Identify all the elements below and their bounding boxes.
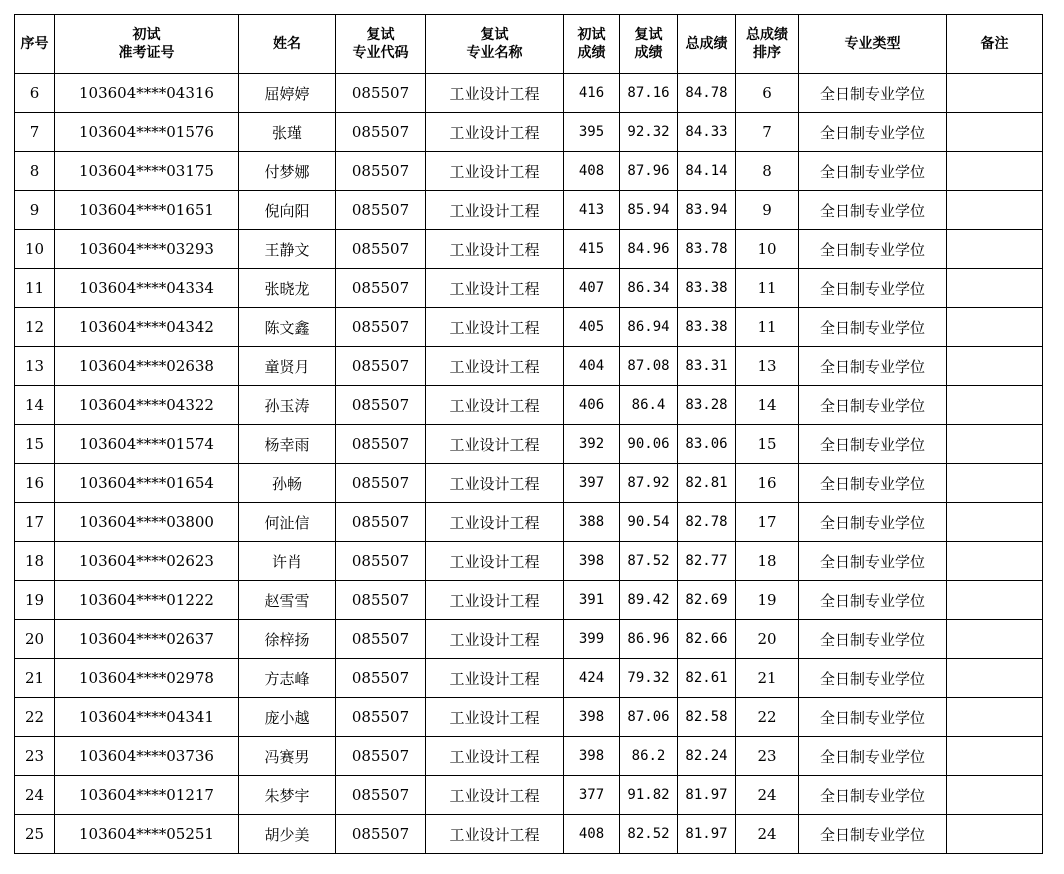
cell-remarks	[947, 191, 1043, 230]
column-header-exam-id	[55, 15, 239, 74]
cell-seq: 9	[15, 191, 55, 230]
cell-name: 胡少美	[239, 815, 336, 854]
cell-total-score: 81.97	[678, 776, 736, 815]
cell-major-name: 工业设计工程	[426, 503, 564, 542]
cell-program-type: 全日制专业学位	[799, 542, 947, 581]
cell-total-rank: 14	[736, 386, 799, 425]
column-header-label: 复试	[634, 27, 663, 43]
cell-initial-score: 398	[564, 737, 620, 776]
cell-exam-id: 103604****01651	[55, 191, 239, 230]
cell-seq: 22	[15, 698, 55, 737]
cell-name: 庞小越	[239, 698, 336, 737]
cell-major-name: 工业设计工程	[426, 815, 564, 854]
cell-remarks	[947, 113, 1043, 152]
cell-major-name: 工业设计工程	[426, 659, 564, 698]
table-row	[15, 425, 1043, 464]
cell-initial-score: 416	[564, 74, 620, 113]
column-header-label: 姓名	[273, 36, 301, 52]
cell-name: 徐梓扬	[239, 620, 336, 659]
cell-program-type: 全日制专业学位	[799, 698, 947, 737]
cell-major-name: 工业设计工程	[426, 74, 564, 113]
cell-total-score: 82.69	[678, 581, 736, 620]
cell-initial-score: 377	[564, 776, 620, 815]
column-header-label: 成绩	[634, 45, 663, 61]
cell-initial-score: 391	[564, 581, 620, 620]
cell-initial-score: 408	[564, 152, 620, 191]
column-header-label: 初试	[577, 27, 606, 43]
table-row	[15, 269, 1043, 308]
column-header-label: 复试	[480, 27, 509, 43]
cell-major-name: 工业设计工程	[426, 347, 564, 386]
column-header-major-name	[426, 15, 564, 74]
column-header-label: 序号	[20, 36, 49, 52]
cell-total-rank: 15	[736, 425, 799, 464]
cell-program-type: 全日制专业学位	[799, 74, 947, 113]
table-row	[15, 542, 1043, 581]
column-header-label: 总成绩	[746, 27, 788, 43]
cell-total-score: 83.94	[678, 191, 736, 230]
table-row	[15, 386, 1043, 425]
cell-remarks	[947, 74, 1043, 113]
table-row	[15, 659, 1043, 698]
column-header-label: 专业代码	[352, 45, 409, 61]
cell-program-type: 全日制专业学位	[799, 503, 947, 542]
cell-remarks	[947, 425, 1043, 464]
column-header-initial-score	[564, 15, 620, 74]
column-header-program-type	[799, 15, 947, 74]
header-row	[15, 15, 1043, 74]
cell-retest-score: 86.2	[620, 737, 678, 776]
cell-total-rank: 10	[736, 230, 799, 269]
table-row	[15, 74, 1043, 113]
cell-exam-id: 103604****02638	[55, 347, 239, 386]
cell-retest-score: 91.82	[620, 776, 678, 815]
cell-major-name: 工业设计工程	[426, 737, 564, 776]
cell-program-type: 全日制专业学位	[799, 386, 947, 425]
cell-total-score: 82.24	[678, 737, 736, 776]
cell-exam-id: 103604****02623	[55, 542, 239, 581]
cell-major-code: 085507	[336, 191, 426, 230]
cell-exam-id: 103604****01574	[55, 425, 239, 464]
cell-major-name: 工业设计工程	[426, 581, 564, 620]
cell-remarks	[947, 737, 1043, 776]
cell-program-type: 全日制专业学位	[799, 152, 947, 191]
column-header-label: 专业类型	[844, 36, 901, 52]
column-header-label: 备注	[980, 36, 1009, 52]
cell-total-rank: 16	[736, 464, 799, 503]
cell-total-score: 82.61	[678, 659, 736, 698]
cell-total-score: 84.33	[678, 113, 736, 152]
cell-program-type: 全日制专业学位	[799, 737, 947, 776]
cell-seq: 15	[15, 425, 55, 464]
cell-major-code: 085507	[336, 74, 426, 113]
cell-total-rank: 20	[736, 620, 799, 659]
cell-initial-score: 413	[564, 191, 620, 230]
cell-total-rank: 21	[736, 659, 799, 698]
cell-retest-score: 90.54	[620, 503, 678, 542]
cell-major-code: 085507	[336, 542, 426, 581]
cell-exam-id: 103604****01217	[55, 776, 239, 815]
cell-program-type: 全日制专业学位	[799, 659, 947, 698]
cell-name: 孙畅	[239, 464, 336, 503]
cell-major-name: 工业设计工程	[426, 152, 564, 191]
cell-seq: 23	[15, 737, 55, 776]
cell-exam-id: 103604****04342	[55, 308, 239, 347]
cell-program-type: 全日制专业学位	[799, 347, 947, 386]
table-row	[15, 698, 1043, 737]
cell-initial-score: 392	[564, 425, 620, 464]
cell-name: 何沚信	[239, 503, 336, 542]
cell-retest-score: 79.32	[620, 659, 678, 698]
cell-total-rank: 9	[736, 191, 799, 230]
cell-major-code: 085507	[336, 269, 426, 308]
cell-program-type: 全日制专业学位	[799, 269, 947, 308]
cell-exam-id: 103604****04341	[55, 698, 239, 737]
cell-total-rank: 6	[736, 74, 799, 113]
cell-retest-score: 92.32	[620, 113, 678, 152]
table-row	[15, 776, 1043, 815]
cell-retest-score: 85.94	[620, 191, 678, 230]
cell-total-rank: 18	[736, 542, 799, 581]
table-row	[15, 113, 1043, 152]
column-header-label: 复试	[366, 27, 395, 43]
cell-retest-score: 87.96	[620, 152, 678, 191]
cell-major-name: 工业设计工程	[426, 308, 564, 347]
table-row	[15, 308, 1043, 347]
cell-major-code: 085507	[336, 737, 426, 776]
column-header-major-code	[336, 15, 426, 74]
cell-major-code: 085507	[336, 776, 426, 815]
cell-retest-score: 87.16	[620, 74, 678, 113]
cell-major-code: 085507	[336, 113, 426, 152]
table-row	[15, 347, 1043, 386]
cell-seq: 20	[15, 620, 55, 659]
cell-exam-id: 103604****03800	[55, 503, 239, 542]
cell-seq: 19	[15, 581, 55, 620]
table-row	[15, 581, 1043, 620]
table-row	[15, 737, 1043, 776]
cell-major-code: 085507	[336, 659, 426, 698]
cell-remarks	[947, 503, 1043, 542]
cell-seq: 11	[15, 269, 55, 308]
cell-retest-score: 84.96	[620, 230, 678, 269]
cell-seq: 8	[15, 152, 55, 191]
cell-seq: 6	[15, 74, 55, 113]
table-row	[15, 191, 1043, 230]
cell-total-score: 82.58	[678, 698, 736, 737]
cell-seq: 24	[15, 776, 55, 815]
cell-initial-score: 406	[564, 386, 620, 425]
column-header-label: 成绩	[577, 45, 606, 61]
cell-major-code: 085507	[336, 815, 426, 854]
cell-major-name: 工业设计工程	[426, 776, 564, 815]
cell-total-score: 82.81	[678, 464, 736, 503]
cell-exam-id: 103604****01654	[55, 464, 239, 503]
cell-program-type: 全日制专业学位	[799, 776, 947, 815]
cell-name: 倪向阳	[239, 191, 336, 230]
cell-major-name: 工业设计工程	[426, 386, 564, 425]
cell-retest-score: 87.06	[620, 698, 678, 737]
cell-major-code: 085507	[336, 581, 426, 620]
cell-name: 冯赛男	[239, 737, 336, 776]
cell-exam-id: 103604****03293	[55, 230, 239, 269]
column-header-label: 排序	[753, 45, 781, 61]
cell-major-code: 085507	[336, 347, 426, 386]
cell-name: 方志峰	[239, 659, 336, 698]
cell-program-type: 全日制专业学位	[799, 815, 947, 854]
cell-remarks	[947, 581, 1043, 620]
cell-name: 张瑾	[239, 113, 336, 152]
cell-major-code: 085507	[336, 152, 426, 191]
cell-total-rank: 11	[736, 269, 799, 308]
cell-remarks	[947, 620, 1043, 659]
cell-seq: 10	[15, 230, 55, 269]
cell-name: 陈文鑫	[239, 308, 336, 347]
cell-exam-id: 103604****02637	[55, 620, 239, 659]
cell-name: 杨幸雨	[239, 425, 336, 464]
cell-major-code: 085507	[336, 503, 426, 542]
column-header-seq	[15, 15, 55, 74]
table-row	[15, 503, 1043, 542]
cell-initial-score: 405	[564, 308, 620, 347]
cell-total-rank: 17	[736, 503, 799, 542]
cell-name: 付梦娜	[239, 152, 336, 191]
table-row	[15, 152, 1043, 191]
score-table-sheet	[14, 14, 1043, 854]
table-body	[15, 74, 1043, 854]
cell-remarks	[947, 464, 1043, 503]
cell-major-code: 085507	[336, 464, 426, 503]
cell-major-name: 工业设计工程	[426, 269, 564, 308]
cell-total-score: 83.78	[678, 230, 736, 269]
cell-seq: 12	[15, 308, 55, 347]
cell-total-score: 84.78	[678, 74, 736, 113]
cell-retest-score: 82.52	[620, 815, 678, 854]
cell-seq: 18	[15, 542, 55, 581]
cell-total-score: 82.77	[678, 542, 736, 581]
cell-name: 朱梦宇	[239, 776, 336, 815]
cell-total-rank: 24	[736, 776, 799, 815]
cell-initial-score: 398	[564, 542, 620, 581]
cell-remarks	[947, 542, 1043, 581]
cell-major-code: 085507	[336, 698, 426, 737]
table-row	[15, 620, 1043, 659]
table-row	[15, 815, 1043, 854]
cell-total-rank: 13	[736, 347, 799, 386]
cell-exam-id: 103604****01576	[55, 113, 239, 152]
cell-remarks	[947, 698, 1043, 737]
cell-program-type: 全日制专业学位	[799, 425, 947, 464]
cell-seq: 13	[15, 347, 55, 386]
cell-total-score: 82.66	[678, 620, 736, 659]
cell-exam-id: 103604****03175	[55, 152, 239, 191]
cell-major-name: 工业设计工程	[426, 113, 564, 152]
cell-major-name: 工业设计工程	[426, 191, 564, 230]
cell-total-score: 83.06	[678, 425, 736, 464]
column-header-label: 总成绩	[685, 36, 728, 52]
cell-seq: 21	[15, 659, 55, 698]
cell-retest-score: 87.08	[620, 347, 678, 386]
cell-exam-id: 103604****04316	[55, 74, 239, 113]
column-header-total-rank	[736, 15, 799, 74]
cell-program-type: 全日制专业学位	[799, 308, 947, 347]
cell-total-score: 84.14	[678, 152, 736, 191]
cell-initial-score: 415	[564, 230, 620, 269]
cell-seq: 7	[15, 113, 55, 152]
column-header-label: 准考证号	[118, 45, 175, 61]
cell-major-code: 085507	[336, 620, 426, 659]
cell-initial-score: 395	[564, 113, 620, 152]
cell-program-type: 全日制专业学位	[799, 620, 947, 659]
cell-total-score: 83.31	[678, 347, 736, 386]
cell-name: 屈婷婷	[239, 74, 336, 113]
cell-initial-score: 408	[564, 815, 620, 854]
cell-total-score: 81.97	[678, 815, 736, 854]
cell-total-score: 83.28	[678, 386, 736, 425]
cell-total-score: 83.38	[678, 308, 736, 347]
cell-name: 孙玉涛	[239, 386, 336, 425]
cell-initial-score: 404	[564, 347, 620, 386]
cell-total-rank: 24	[736, 815, 799, 854]
cell-retest-score: 87.52	[620, 542, 678, 581]
cell-remarks	[947, 269, 1043, 308]
cell-initial-score: 398	[564, 698, 620, 737]
cell-retest-score: 90.06	[620, 425, 678, 464]
cell-name: 王静文	[239, 230, 336, 269]
cell-remarks	[947, 815, 1043, 854]
cell-major-name: 工业设计工程	[426, 620, 564, 659]
cell-name: 童贤月	[239, 347, 336, 386]
cell-total-rank: 7	[736, 113, 799, 152]
column-header-label: 专业名称	[466, 45, 523, 61]
cell-major-code: 085507	[336, 386, 426, 425]
cell-major-name: 工业设计工程	[426, 464, 564, 503]
cell-name: 赵雪雪	[239, 581, 336, 620]
cell-remarks	[947, 308, 1043, 347]
cell-major-name: 工业设计工程	[426, 230, 564, 269]
cell-seq: 16	[15, 464, 55, 503]
cell-retest-score: 89.42	[620, 581, 678, 620]
cell-retest-score: 86.96	[620, 620, 678, 659]
table-row	[15, 230, 1043, 269]
cell-major-name: 工业设计工程	[426, 425, 564, 464]
cell-name: 许肖	[239, 542, 336, 581]
cell-retest-score: 87.92	[620, 464, 678, 503]
cell-exam-id: 103604****05251	[55, 815, 239, 854]
cell-initial-score: 388	[564, 503, 620, 542]
cell-major-code: 085507	[336, 230, 426, 269]
cell-total-rank: 19	[736, 581, 799, 620]
cell-program-type: 全日制专业学位	[799, 113, 947, 152]
cell-seq: 17	[15, 503, 55, 542]
column-header-retest-score	[620, 15, 678, 74]
cell-total-rank: 22	[736, 698, 799, 737]
cell-major-name: 工业设计工程	[426, 542, 564, 581]
cell-program-type: 全日制专业学位	[799, 191, 947, 230]
cell-program-type: 全日制专业学位	[799, 464, 947, 503]
cell-remarks	[947, 230, 1043, 269]
cell-remarks	[947, 776, 1043, 815]
column-header-label: 初试	[132, 27, 161, 43]
cell-remarks	[947, 659, 1043, 698]
table-row	[15, 464, 1043, 503]
cell-major-name: 工业设计工程	[426, 698, 564, 737]
cell-retest-score: 86.34	[620, 269, 678, 308]
column-header-name	[239, 15, 336, 74]
cell-retest-score: 86.4	[620, 386, 678, 425]
column-header-total-score	[678, 15, 736, 74]
cell-program-type: 全日制专业学位	[799, 230, 947, 269]
cell-major-code: 085507	[336, 308, 426, 347]
cell-program-type: 全日制专业学位	[799, 581, 947, 620]
cell-remarks	[947, 347, 1043, 386]
column-header-remarks	[947, 15, 1043, 74]
cell-exam-id: 103604****02978	[55, 659, 239, 698]
cell-exam-id: 103604****03736	[55, 737, 239, 776]
cell-remarks	[947, 386, 1043, 425]
cell-total-rank: 11	[736, 308, 799, 347]
cell-exam-id: 103604****01222	[55, 581, 239, 620]
cell-total-score: 82.78	[678, 503, 736, 542]
cell-seq: 25	[15, 815, 55, 854]
cell-remarks	[947, 152, 1043, 191]
cell-major-code: 085507	[336, 425, 426, 464]
score-table	[14, 14, 1043, 854]
cell-total-score: 83.38	[678, 269, 736, 308]
cell-initial-score: 399	[564, 620, 620, 659]
cell-initial-score: 397	[564, 464, 620, 503]
cell-exam-id: 103604****04322	[55, 386, 239, 425]
cell-total-rank: 8	[736, 152, 799, 191]
cell-exam-id: 103604****04334	[55, 269, 239, 308]
cell-retest-score: 86.94	[620, 308, 678, 347]
cell-initial-score: 407	[564, 269, 620, 308]
cell-seq: 14	[15, 386, 55, 425]
cell-initial-score: 424	[564, 659, 620, 698]
cell-total-rank: 23	[736, 737, 799, 776]
cell-name: 张晓龙	[239, 269, 336, 308]
